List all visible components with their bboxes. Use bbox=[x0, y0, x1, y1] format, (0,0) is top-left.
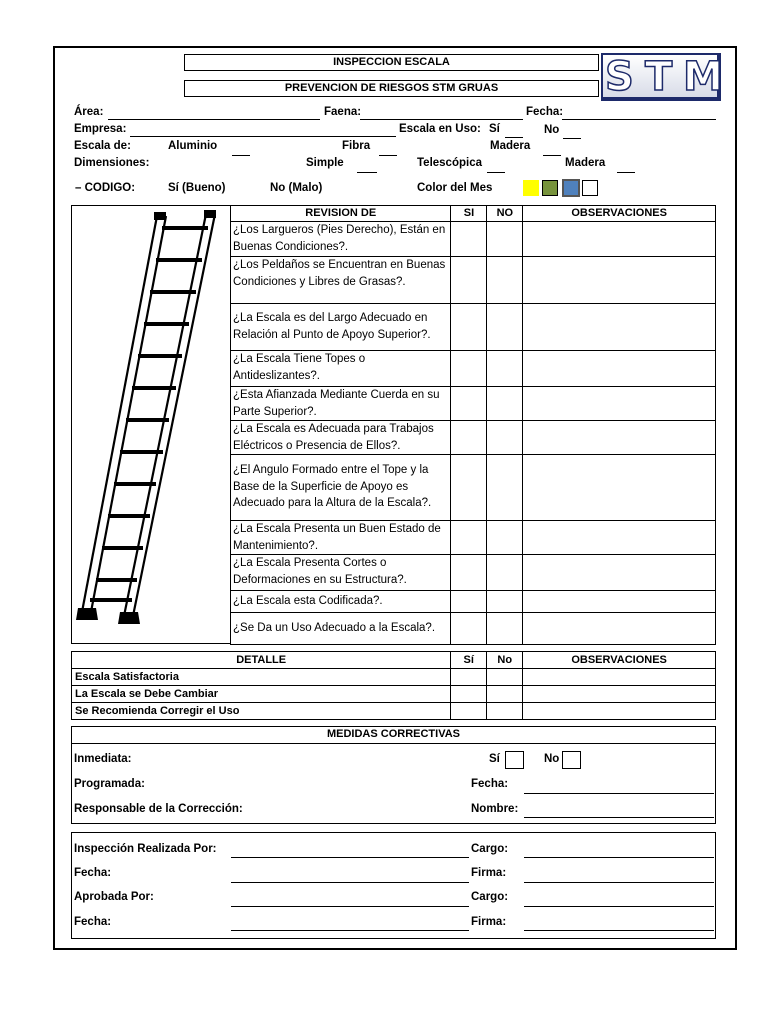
form-subtitle-text: PREVENCION DE RIESGOS STM GRUAS bbox=[284, 82, 499, 94]
input-simple[interactable] bbox=[357, 172, 377, 173]
form-title bbox=[184, 54, 599, 71]
obs-10[interactable] bbox=[523, 591, 716, 613]
input-madera2[interactable] bbox=[617, 172, 635, 173]
label-inmediata-no: No bbox=[544, 753, 560, 765]
corrective-title: MEDIDAS CORRECTIVAS bbox=[326, 728, 461, 740]
detail-no-2[interactable] bbox=[487, 686, 523, 703]
input-madera[interactable] bbox=[543, 155, 561, 156]
input-telescopica[interactable] bbox=[487, 172, 505, 173]
question-5: ¿Esta Afianzada Mediante Cuerda en su Parte Superior?. bbox=[231, 387, 451, 421]
label-nombre: Nombre: bbox=[471, 803, 519, 815]
corrective-title-divider bbox=[71, 743, 716, 744]
swatch-white bbox=[582, 180, 598, 196]
input-nombre[interactable] bbox=[524, 817, 714, 818]
label-inmediata-si: Sí bbox=[489, 753, 500, 765]
input-prog-fecha[interactable] bbox=[524, 793, 714, 794]
answer-si-7[interactable] bbox=[451, 455, 487, 521]
question-4: ¿La Escala Tiene Topes o Antideslizantes?. bbox=[231, 351, 451, 387]
obs-5[interactable] bbox=[523, 387, 716, 421]
detail-obs-1[interactable] bbox=[523, 669, 716, 686]
label-uso-no: No bbox=[544, 124, 560, 136]
label-simple: Simple bbox=[306, 157, 344, 169]
detail-si-1[interactable] bbox=[451, 669, 487, 686]
label-realizada: Inspección Realizada Por: bbox=[74, 843, 217, 855]
input-faena[interactable] bbox=[360, 119, 523, 120]
answer-si-6[interactable] bbox=[451, 421, 487, 455]
obs-3[interactable] bbox=[523, 304, 716, 351]
label-si-bueno: Sí (Bueno) bbox=[168, 182, 226, 194]
answer-no-2[interactable] bbox=[487, 257, 523, 304]
label-escala-en-uso: Escala en Uso: bbox=[399, 123, 481, 135]
logo-letter-t: T bbox=[645, 54, 673, 100]
input-empresa[interactable] bbox=[130, 136, 396, 137]
label-prog-fecha: Fecha: bbox=[471, 778, 509, 790]
answer-si-11[interactable] bbox=[451, 613, 487, 645]
input-uso-no[interactable] bbox=[563, 138, 581, 139]
label-color-mes: Color del Mes bbox=[417, 182, 493, 194]
obs-6[interactable] bbox=[523, 421, 716, 455]
label-empresa: Empresa: bbox=[74, 123, 127, 135]
answer-si-3[interactable] bbox=[451, 304, 487, 351]
input-aluminio[interactable] bbox=[232, 155, 250, 156]
detail-obs-3[interactable] bbox=[523, 703, 716, 720]
question-6: ¿La Escala es Adecuada para Trabajos Eléctricos o Presencia de Ellos?. bbox=[231, 421, 451, 455]
input-sig-fecha[interactable] bbox=[231, 882, 469, 883]
label-escala-de: Escala de: bbox=[74, 140, 131, 152]
detail-col-observaciones: OBSERVACIONES bbox=[523, 652, 716, 669]
answer-si-8[interactable] bbox=[451, 521, 487, 555]
detail-si-3[interactable] bbox=[451, 703, 487, 720]
input-uso-si[interactable] bbox=[505, 137, 523, 138]
detail-col-detalle: DETALLE bbox=[72, 652, 451, 669]
answer-no-7[interactable] bbox=[487, 455, 523, 521]
answer-si-9[interactable] bbox=[451, 555, 487, 591]
question-8: ¿La Escala Presenta un Buen Estado de Mantenimiento?. bbox=[231, 521, 451, 555]
input-firma2[interactable] bbox=[524, 930, 714, 931]
detail-no-1[interactable] bbox=[487, 669, 523, 686]
detail-col-no: No bbox=[487, 652, 523, 669]
detail-row-1: Escala Satisfactoria bbox=[72, 669, 451, 686]
col-si: SI bbox=[451, 206, 487, 222]
question-2: ¿Los Peldaños se Encuentran en Buenas Condiciones y Libres de Grasas?. bbox=[231, 257, 451, 304]
answer-no-1[interactable] bbox=[487, 222, 523, 257]
label-madera: Madera bbox=[490, 140, 531, 152]
detail-row-3: Se Recomienda Corregir el Uso bbox=[72, 703, 451, 720]
label-firma: Firma: bbox=[471, 867, 507, 879]
question-3: ¿La Escala es del Largo Adecuado en Relación al Punto de Apoyo Superior?. bbox=[231, 304, 451, 351]
answer-no-3[interactable] bbox=[487, 304, 523, 351]
label-firma2: Firma: bbox=[471, 916, 507, 928]
obs-4[interactable] bbox=[523, 351, 716, 387]
label-dimensiones: Dimensiones: bbox=[74, 157, 150, 169]
label-uso-si: Sí bbox=[489, 123, 500, 135]
label-responsable: Responsable de la Corrección: bbox=[74, 803, 243, 815]
answer-no-9[interactable] bbox=[487, 555, 523, 591]
input-fecha[interactable] bbox=[562, 119, 716, 120]
label-faena: Faena: bbox=[324, 106, 362, 118]
question-11: ¿Se Da un Uso Adecuado a la Escala?. bbox=[231, 613, 451, 645]
review-table bbox=[230, 205, 716, 645]
answer-si-5[interactable] bbox=[451, 387, 487, 421]
input-aprobada[interactable] bbox=[231, 906, 469, 907]
question-10: ¿La Escala esta Codificada?. bbox=[231, 591, 451, 613]
checkbox-inmediata-no[interactable] bbox=[562, 751, 581, 769]
obs-11[interactable] bbox=[523, 613, 716, 645]
detail-table bbox=[71, 651, 716, 720]
checkbox-inmediata-si[interactable] bbox=[505, 751, 524, 769]
answer-si-4[interactable] bbox=[451, 351, 487, 387]
question-7: ¿El Angulo Formado entre el Tope y la Base de la Superficie de Apoyo es Adecuado para la Altura de la Escala?. bbox=[231, 455, 451, 521]
question-1: ¿Los Largueros (Pies Derecho), Están en Buenas Condiciones?. bbox=[231, 222, 451, 257]
obs-7[interactable] bbox=[523, 455, 716, 521]
input-realizada[interactable] bbox=[231, 857, 469, 858]
logo-letter-m: M bbox=[683, 54, 723, 100]
label-codigo: – CODIGO: bbox=[75, 182, 136, 194]
obs-8[interactable] bbox=[523, 521, 716, 555]
swatch-green bbox=[542, 180, 558, 196]
label-fecha: Fecha: bbox=[526, 106, 564, 118]
label-sig-fecha2: Fecha: bbox=[74, 916, 112, 928]
answer-no-10[interactable] bbox=[487, 591, 523, 613]
label-fibra: Fibra bbox=[342, 140, 371, 152]
answer-si-10[interactable] bbox=[451, 591, 487, 613]
label-sig-fecha: Fecha: bbox=[74, 867, 112, 879]
obs-2[interactable] bbox=[523, 257, 716, 304]
input-firma[interactable] bbox=[524, 882, 714, 883]
label-area: Área: bbox=[74, 106, 104, 118]
label-cargo2: Cargo: bbox=[471, 891, 509, 903]
detail-si-2[interactable] bbox=[451, 686, 487, 703]
answer-no-4[interactable] bbox=[487, 351, 523, 387]
form-title-text: INSPECCION ESCALA bbox=[333, 56, 450, 68]
swatch-yellow bbox=[523, 180, 539, 196]
detail-col-si: Sí bbox=[451, 652, 487, 669]
answer-no-8[interactable] bbox=[487, 521, 523, 555]
col-no: NO bbox=[487, 206, 523, 222]
col-revision: REVISION DE bbox=[231, 206, 451, 222]
label-inmediata: Inmediata: bbox=[74, 753, 132, 765]
form-subtitle bbox=[184, 80, 599, 97]
obs-9[interactable] bbox=[523, 555, 716, 591]
input-sig-fecha2[interactable] bbox=[231, 930, 469, 931]
answer-no-11[interactable] bbox=[487, 613, 523, 645]
label-programada: Programada: bbox=[74, 778, 145, 790]
answer-no-6[interactable] bbox=[487, 421, 523, 455]
answer-si-1[interactable] bbox=[451, 222, 487, 257]
label-madera2: Madera bbox=[565, 157, 606, 169]
ladder-illustration bbox=[74, 208, 226, 628]
detail-row-2: La Escala se Debe Cambiar bbox=[72, 686, 451, 703]
detail-obs-2[interactable] bbox=[523, 686, 716, 703]
col-observaciones: OBSERVACIONES bbox=[523, 206, 716, 222]
label-aluminio: Aluminio bbox=[168, 140, 218, 152]
swatch-blue bbox=[562, 179, 580, 197]
label-no-malo: No (Malo) bbox=[270, 182, 323, 194]
input-fibra[interactable] bbox=[379, 155, 397, 156]
label-cargo: Cargo: bbox=[471, 843, 509, 855]
obs-1[interactable] bbox=[523, 222, 716, 257]
answer-no-5[interactable] bbox=[487, 387, 523, 421]
input-cargo2[interactable] bbox=[524, 906, 714, 907]
detail-no-3[interactable] bbox=[487, 703, 523, 720]
label-aprobada: Aprobada Por: bbox=[74, 891, 154, 903]
logo-letter-s: S bbox=[605, 54, 634, 100]
question-9: ¿La Escala Presenta Cortes o Deformaciones en su Estructura?. bbox=[231, 555, 451, 591]
input-cargo[interactable] bbox=[524, 857, 714, 858]
input-area[interactable] bbox=[108, 119, 320, 120]
answer-si-2[interactable] bbox=[451, 257, 487, 304]
label-telescopica: Telescópica bbox=[417, 157, 482, 169]
